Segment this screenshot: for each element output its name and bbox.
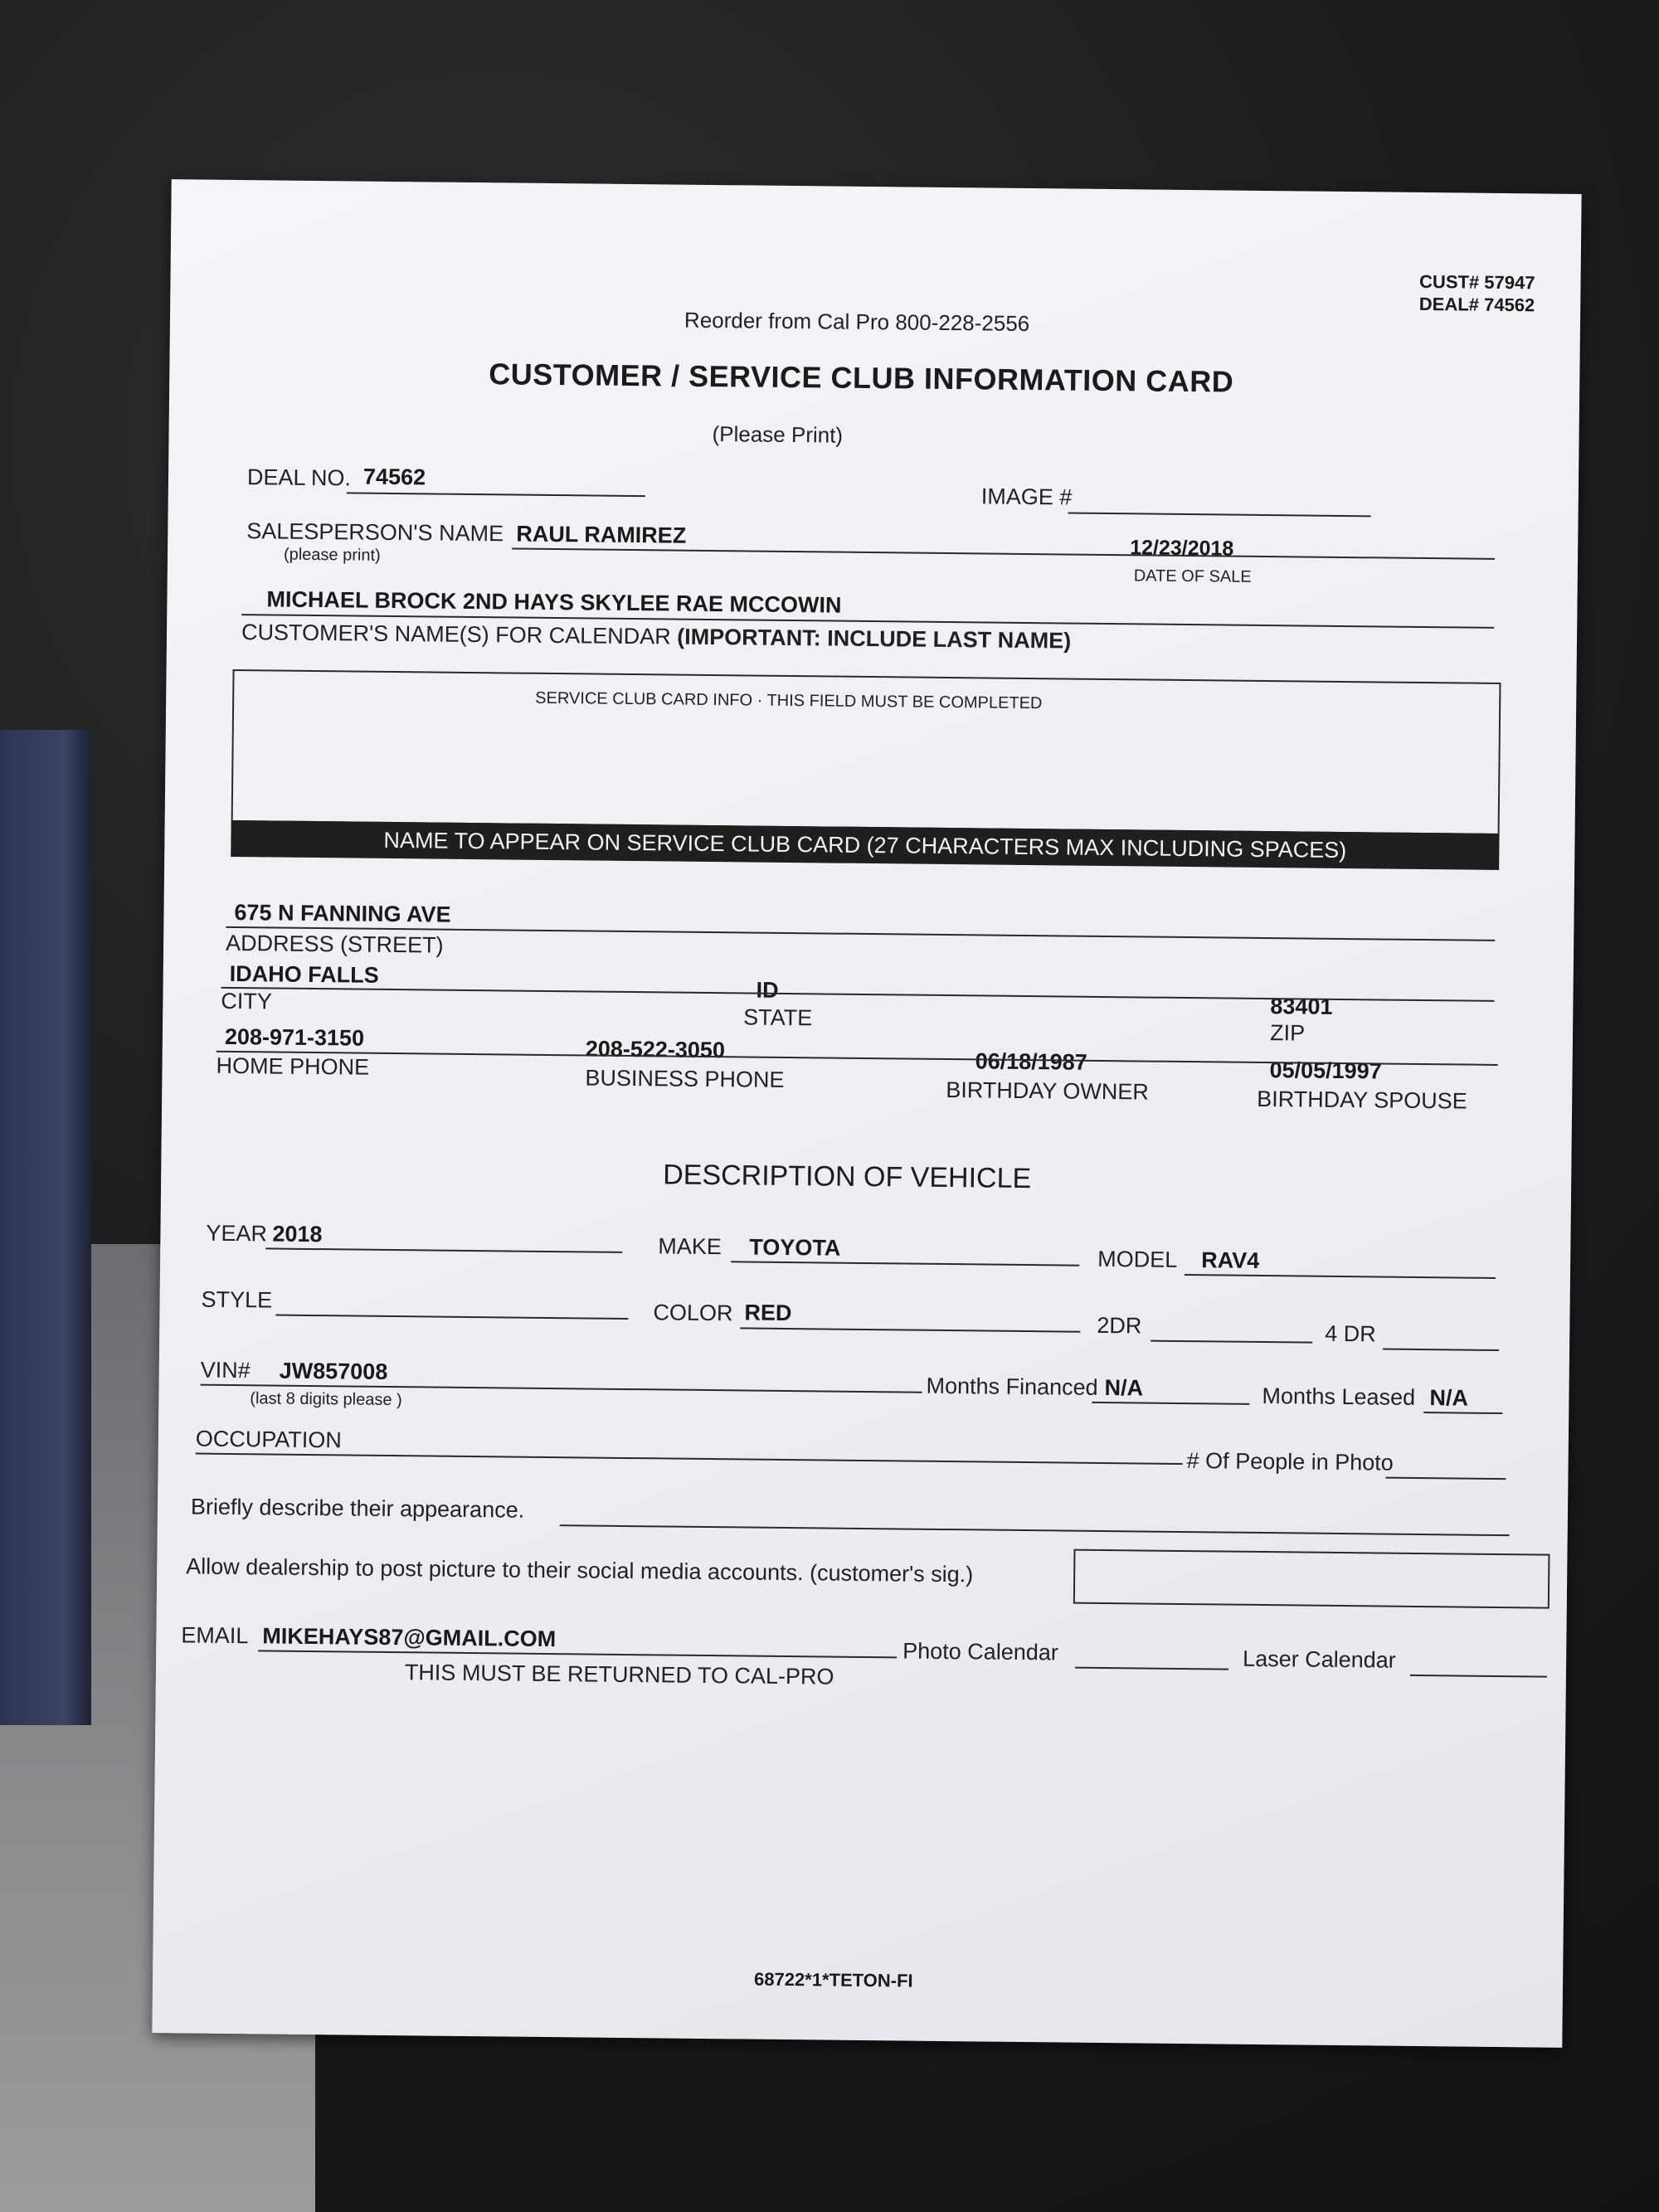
make-value[interactable]: TOYOTA (749, 1234, 841, 1261)
year-line (265, 1247, 622, 1253)
salesperson-line (512, 547, 1495, 559)
service-club-info: SERVICE CLUB CARD INFO · THIS FIELD MUST BE COMPLETED (535, 688, 1043, 713)
city-value[interactable]: IDAHO FALLS (229, 960, 379, 988)
zip-value[interactable]: 83401 (1270, 994, 1333, 1019)
salesperson-label: SALESPERSON'S NAME (246, 518, 504, 547)
appearance-label: Briefly describe their appearance. (190, 1494, 525, 1523)
model-value[interactable]: RAV4 (1201, 1247, 1260, 1273)
customer-names-label-important: (IMPORTANT: INCLUDE LAST NAME) (677, 624, 1072, 654)
salesperson-value[interactable]: RAUL RAMIREZ (516, 521, 687, 548)
state-label: STATE (743, 1004, 813, 1031)
please-print-note: (Please Print) (712, 421, 844, 448)
appearance-line (560, 1524, 1510, 1536)
make-line (731, 1261, 1079, 1266)
email-value[interactable]: MIKEHAYS87@GMAIL.COM (262, 1623, 557, 1652)
image-label: IMAGE # (980, 484, 1073, 510)
cust-number: CUST# 57947 (1418, 270, 1535, 294)
make-label: MAKE (658, 1233, 722, 1260)
months-leased-value[interactable]: N/A (1429, 1385, 1469, 1411)
people-in-photo-label: # Of People in Photo (1186, 1448, 1394, 1475)
date-of-sale-label: DATE OF SALE (1133, 566, 1252, 586)
state-value[interactable]: ID (756, 977, 779, 1003)
email-label: EMAIL (181, 1622, 249, 1649)
deal-no-label: DEAL NO. (246, 464, 352, 491)
business-phone-label: BUSINESS PHONE (585, 1065, 785, 1092)
image-line (1068, 513, 1371, 518)
model-label: MODEL (1097, 1246, 1178, 1272)
information-card-form (152, 179, 1581, 2048)
vin-label: VIN# (200, 1357, 251, 1383)
months-financed-value[interactable]: N/A (1104, 1375, 1144, 1401)
photo-calendar-line (1075, 1667, 1228, 1670)
address-label: ADDRESS (STREET) (225, 930, 444, 958)
social-media-label: Allow dealership to post picture to their social media accounts. (customer's sig.) (186, 1553, 974, 1587)
customer-signature-box[interactable] (1073, 1549, 1550, 1609)
home-phone-value[interactable]: 208-971-3150 (224, 1023, 365, 1051)
months-leased-label: Months Leased (1262, 1383, 1416, 1410)
birthday-owner-label: BIRTHDAY OWNER (946, 1077, 1149, 1105)
table-edge (0, 730, 91, 1725)
year-value[interactable]: 2018 (272, 1221, 323, 1247)
four-door-label: 4 DR (1325, 1320, 1376, 1347)
city-label: CITY (221, 988, 273, 1014)
customer-names-label (241, 620, 1071, 654)
deal-no-line (347, 492, 645, 497)
color-line (740, 1327, 1080, 1332)
vin-value[interactable]: JW857008 (279, 1358, 388, 1384)
salesperson-hint: (please print) (283, 545, 381, 565)
zip-label: ZIP (1269, 1020, 1306, 1046)
occupation-line (196, 1453, 1183, 1465)
two-door-label: 2DR (1097, 1312, 1142, 1339)
style-label: STYLE (201, 1286, 273, 1313)
style-line (275, 1315, 628, 1320)
customer-names-value[interactable]: MICHAEL BROCK 2ND HAYS SKYLEE RAE MCCOWIN (266, 586, 842, 618)
laser-calendar-label: Laser Calendar (1242, 1646, 1396, 1673)
deal-number-corner: DEAL# 74562 (1418, 293, 1535, 316)
laser-calendar-line (1410, 1675, 1547, 1678)
vehicle-heading: DESCRIPTION OF VEHICLE (663, 1159, 1032, 1195)
color-value[interactable]: RED (744, 1300, 792, 1326)
occupation-label: OCCUPATION (195, 1426, 343, 1453)
four-door-line (1383, 1349, 1499, 1351)
two-door-line (1151, 1340, 1312, 1344)
birthday-spouse-label: BIRTHDAY SPOUSE (1257, 1086, 1467, 1114)
home-phone-label: HOME PHONE (216, 1053, 370, 1080)
year-label: YEAR (206, 1220, 268, 1247)
email-line (258, 1650, 897, 1658)
customer-names-label-text: CUSTOMER'S NAME(S) FOR CALENDAR (241, 620, 671, 649)
form-title: CUSTOMER / SERVICE CLUB INFORMATION CARD (489, 357, 1234, 399)
deal-no-value[interactable]: 74562 (362, 464, 426, 490)
date-of-sale-value[interactable]: 12/23/2018 (1130, 536, 1234, 561)
vin-hint: (last 8 digits please ) (250, 1389, 402, 1410)
footer-code: 68722*1*TETON-FI (753, 1968, 913, 1991)
model-line (1185, 1274, 1496, 1279)
people-in-photo-line (1385, 1477, 1506, 1480)
photo-calendar-label: Photo Calendar (902, 1638, 1059, 1665)
return-note: THIS MUST BE RETURNED TO CAL-PRO (404, 1660, 834, 1689)
color-label: COLOR (653, 1300, 733, 1326)
service-club-name-bar: NAME TO APPEAR ON SERVICE CLUB CARD (27 CHARACTERS MAX INCLUDING SPACES) (231, 820, 1499, 870)
reorder-note: Reorder from Cal Pro 800-228-2556 (684, 307, 1030, 337)
birthday-spouse-value[interactable]: 05/05/1997 (1269, 1057, 1382, 1084)
birthday-owner-value[interactable]: 06/18/1987 (975, 1048, 1087, 1075)
months-financed-line (1092, 1402, 1249, 1405)
address-value[interactable]: 675 N FANNING AVE (234, 900, 451, 927)
months-leased-line (1423, 1412, 1502, 1414)
months-financed-label: Months Financed (926, 1373, 1098, 1400)
business-phone-value[interactable]: 208-522-3050 (585, 1036, 726, 1063)
